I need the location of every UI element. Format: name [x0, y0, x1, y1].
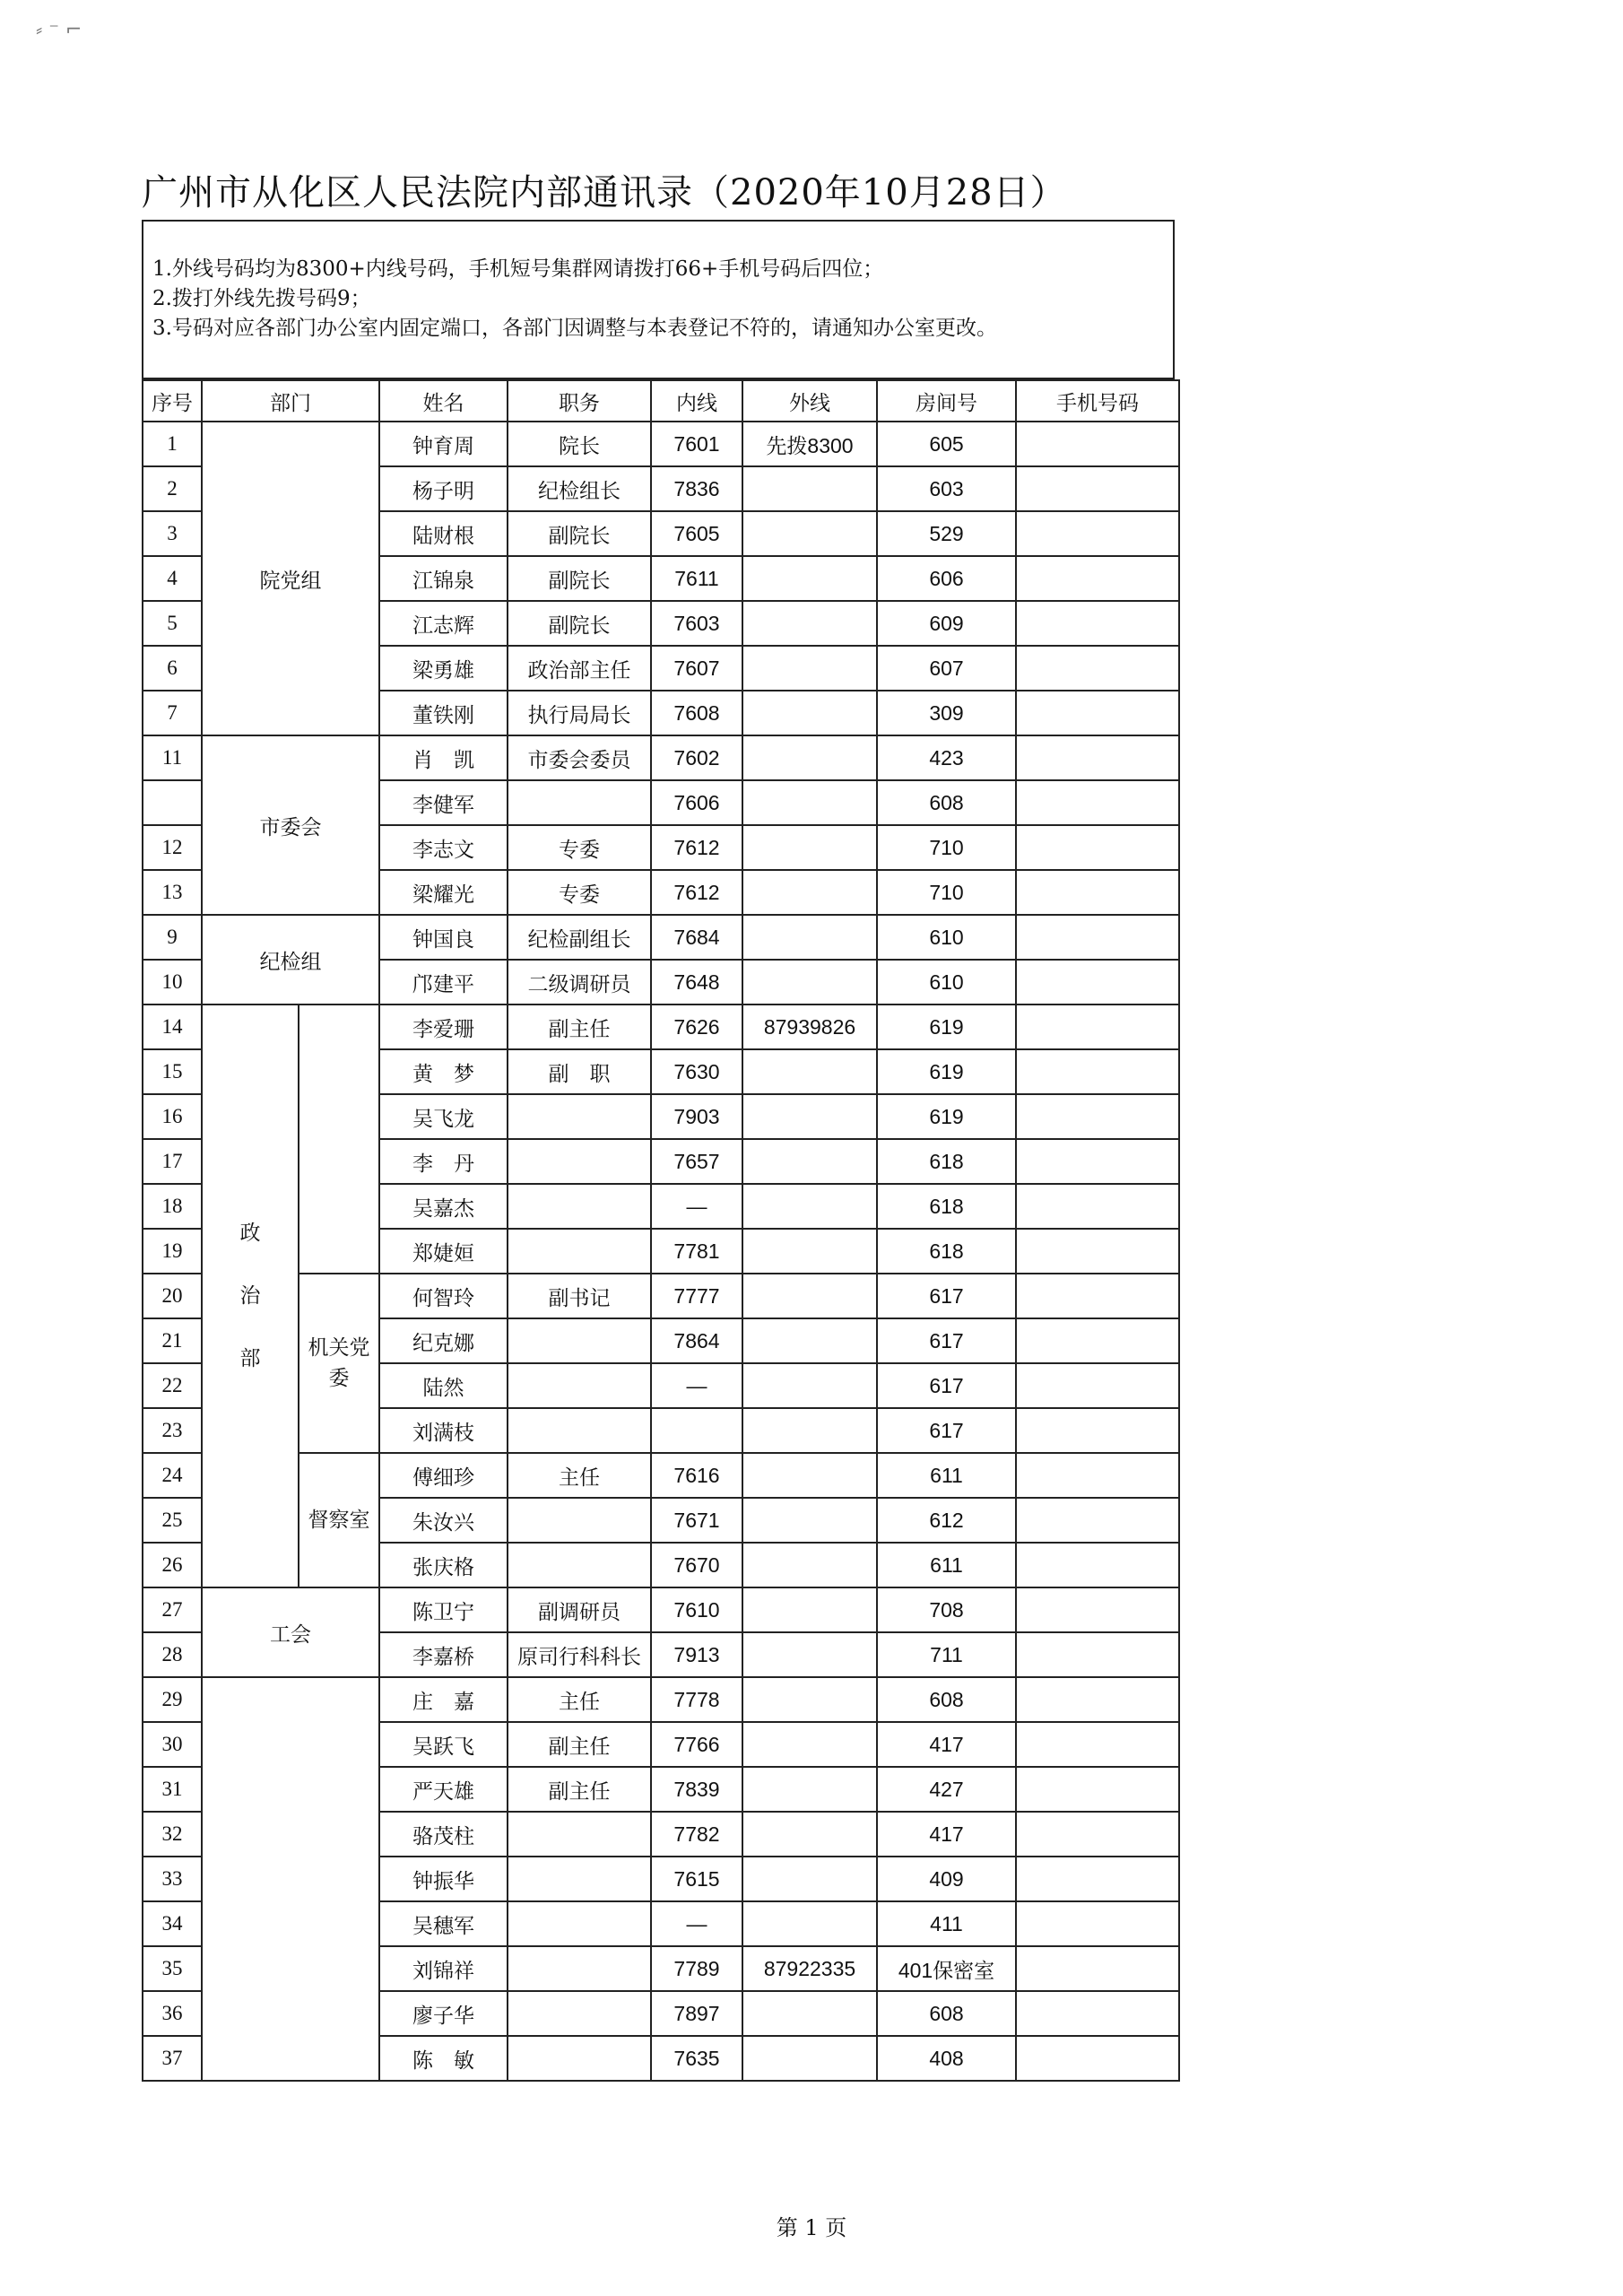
- directory-table: [142, 379, 1180, 2082]
- cell-outside: [742, 556, 877, 601]
- cell-seq: 25: [143, 1498, 202, 1543]
- cell-ext: 7670: [651, 1543, 742, 1587]
- cell-mobile: [1016, 691, 1179, 735]
- cell-seq: 37: [143, 2036, 202, 2081]
- cell-room: 610: [877, 960, 1016, 1004]
- cell-seq: 10: [143, 960, 202, 1004]
- cell-mobile: [1016, 1677, 1179, 1722]
- cell-seq: 28: [143, 1632, 202, 1677]
- note-line-3: 3.号码对应各部门办公室内固定端口，各部门因调整与本表登记不符的，请通知办公室更改。: [152, 317, 997, 340]
- cell-title: [508, 1498, 651, 1543]
- cell-name: 李爱珊: [379, 1004, 508, 1049]
- cell-name: 吴跃飞: [379, 1722, 508, 1767]
- cell-room: 619: [877, 1049, 1016, 1094]
- cell-mobile: [1016, 870, 1179, 915]
- cell-name: 朱汝兴: [379, 1498, 508, 1543]
- cell-ext: 7611: [651, 556, 742, 601]
- cell-outside: [742, 601, 877, 646]
- cell-room: 417: [877, 1722, 1016, 1767]
- cell-room: 617: [877, 1408, 1016, 1453]
- cell-room: 427: [877, 1767, 1016, 1812]
- cell-dept: 院党组: [202, 422, 379, 735]
- cell-outside: [742, 1722, 877, 1767]
- cell-title: [508, 1901, 651, 1946]
- cell-room: 423: [877, 735, 1016, 780]
- cell-room: 608: [877, 1677, 1016, 1722]
- cell-title: 副书记: [508, 1274, 651, 1318]
- cell-outside: [742, 646, 877, 691]
- cell-name: 郑婕姮: [379, 1229, 508, 1274]
- cell-title: 主任: [508, 1453, 651, 1498]
- cell-seq: 15: [143, 1049, 202, 1094]
- cell-mobile: [1016, 466, 1179, 511]
- cell-title: 政治部主任: [508, 646, 651, 691]
- cell-mobile: [1016, 1812, 1179, 1857]
- cell-dept-political: 政 治 部: [202, 1004, 299, 1587]
- cell-outside: [742, 1543, 877, 1587]
- cell-room: 619: [877, 1004, 1016, 1049]
- cell-ext: 7612: [651, 825, 742, 870]
- cell-ext: 7605: [651, 511, 742, 556]
- cell-title: [508, 780, 651, 825]
- cell-mobile: [1016, 1049, 1179, 1094]
- cell-mobile: [1016, 1632, 1179, 1677]
- cell-subdept: 机关党委: [299, 1274, 379, 1453]
- cell-ext: 7608: [651, 691, 742, 735]
- cell-mobile: [1016, 1453, 1179, 1498]
- cell-mobile: [1016, 2036, 1179, 2081]
- cell-ext: 7606: [651, 780, 742, 825]
- cell-outside: [742, 1408, 877, 1453]
- cell-seq: 3: [143, 511, 202, 556]
- cell-subdept: [299, 1004, 379, 1274]
- cell-title: 专委: [508, 825, 651, 870]
- cell-dept: 工会: [202, 1587, 379, 1677]
- cell-title: [508, 2036, 651, 2081]
- cell-room: 409: [877, 1857, 1016, 1901]
- page-title: 广州市从化区人民法院内部通讯录（2020年10月28日）: [142, 172, 1067, 213]
- cell-outside: [742, 1229, 877, 1274]
- cell-mobile: [1016, 1229, 1179, 1274]
- cell-seq: 16: [143, 1094, 202, 1139]
- cell-ext: 7903: [651, 1094, 742, 1139]
- cell-mobile: [1016, 1363, 1179, 1408]
- cell-outside: [742, 1274, 877, 1318]
- cell-ext: 7630: [651, 1049, 742, 1094]
- cell-title: 副主任: [508, 1722, 651, 1767]
- cell-ext: 7648: [651, 960, 742, 1004]
- cell-mobile: [1016, 1318, 1179, 1363]
- cell-outside: [742, 1587, 877, 1632]
- cell-room: 607: [877, 646, 1016, 691]
- cell-title: 副主任: [508, 1767, 651, 1812]
- cell-name: 刘满枝: [379, 1408, 508, 1453]
- cell-outside: [742, 1632, 877, 1677]
- cell-outside: [742, 691, 877, 735]
- cell-name: 梁耀光: [379, 870, 508, 915]
- cell-name: 杨子明: [379, 466, 508, 511]
- table-row: [143, 1004, 1179, 1049]
- cell-room: 605: [877, 422, 1016, 466]
- cell-ext: [651, 1408, 742, 1453]
- cell-ext: 7778: [651, 1677, 742, 1722]
- cell-room: 610: [877, 915, 1016, 960]
- cell-seq: 12: [143, 825, 202, 870]
- cell-title: [508, 1184, 651, 1229]
- cell-seq: 2: [143, 466, 202, 511]
- cell-ext: 7602: [651, 735, 742, 780]
- cell-ext: 7839: [651, 1767, 742, 1812]
- cell-outside: [742, 735, 877, 780]
- cell-outside: [742, 780, 877, 825]
- cell-mobile: [1016, 1094, 1179, 1139]
- cell-seq: 20: [143, 1274, 202, 1318]
- cell-name: 吴飞龙: [379, 1094, 508, 1139]
- cell-name: 庄 嘉: [379, 1677, 508, 1722]
- cell-room: 618: [877, 1184, 1016, 1229]
- cell-title: [508, 1408, 651, 1453]
- cell-room: 619: [877, 1094, 1016, 1139]
- header-ext: 内线: [651, 380, 742, 422]
- cell-mobile: [1016, 1004, 1179, 1049]
- cell-mobile: [1016, 646, 1179, 691]
- cell-title: 二级调研员: [508, 960, 651, 1004]
- cell-outside: [742, 1184, 877, 1229]
- cell-seq: 36: [143, 1991, 202, 2036]
- cell-ext: 7766: [651, 1722, 742, 1767]
- cell-seq: 22: [143, 1363, 202, 1408]
- cell-ext: 7616: [651, 1453, 742, 1498]
- header-outside: 外线: [742, 380, 877, 422]
- cell-mobile: [1016, 1722, 1179, 1767]
- cell-name: 李嘉桥: [379, 1632, 508, 1677]
- cell-room: 617: [877, 1363, 1016, 1408]
- cell-name: 骆茂柱: [379, 1812, 508, 1857]
- cell-seq: 13: [143, 870, 202, 915]
- cell-name: 江志辉: [379, 601, 508, 646]
- cell-mobile: [1016, 735, 1179, 780]
- cell-mobile: [1016, 915, 1179, 960]
- cell-ext: 7897: [651, 1991, 742, 2036]
- cell-ext: 7789: [651, 1946, 742, 1991]
- cell-title: 专委: [508, 870, 651, 915]
- cell-dept: [202, 1677, 379, 2081]
- cell-room: 711: [877, 1632, 1016, 1677]
- cell-name: 黄 梦: [379, 1049, 508, 1094]
- cell-seq: 32: [143, 1812, 202, 1857]
- cell-name: 钟振华: [379, 1857, 508, 1901]
- cell-mobile: [1016, 825, 1179, 870]
- table-row: [143, 915, 1179, 960]
- cell-ext: 7603: [651, 601, 742, 646]
- cell-ext: 7601: [651, 422, 742, 466]
- cell-mobile: [1016, 960, 1179, 1004]
- note-line-2: 2.拨打外线先拨号码9；: [152, 287, 371, 310]
- cell-mobile: [1016, 1184, 1179, 1229]
- cell-mobile: [1016, 1139, 1179, 1184]
- cell-title: 副主任: [508, 1004, 651, 1049]
- page-number: 第 1 页: [776, 2215, 847, 2240]
- cell-outside: [742, 1363, 877, 1408]
- table-row: [143, 1677, 1179, 1722]
- cell-name: 梁勇雄: [379, 646, 508, 691]
- cell-ext: —: [651, 1901, 742, 1946]
- cell-room: 309: [877, 691, 1016, 735]
- header-seq: 序号: [143, 380, 202, 422]
- cell-name: 傅细珍: [379, 1453, 508, 1498]
- cell-seq: 29: [143, 1677, 202, 1722]
- cell-mobile: [1016, 1991, 1179, 2036]
- cell-name: 陆财根: [379, 511, 508, 556]
- cell-mobile: [1016, 1543, 1179, 1587]
- cell-mobile: [1016, 511, 1179, 556]
- cell-ext: 7615: [651, 1857, 742, 1901]
- cell-name: 陈 敏: [379, 2036, 508, 2081]
- cell-name: 严天雄: [379, 1767, 508, 1812]
- cell-mobile: [1016, 422, 1179, 466]
- cell-title: [508, 1812, 651, 1857]
- cell-title: [508, 1946, 651, 1991]
- cell-room: 408: [877, 2036, 1016, 2081]
- header-name: 姓名: [379, 380, 508, 422]
- cell-ext: 7781: [651, 1229, 742, 1274]
- cell-outside: [742, 1857, 877, 1901]
- cell-outside: [742, 1991, 877, 2036]
- cell-seq: 1: [143, 422, 202, 466]
- cell-title: 副 职: [508, 1049, 651, 1094]
- cell-room: 710: [877, 825, 1016, 870]
- cell-mobile: [1016, 1498, 1179, 1543]
- cell-name: 邝建平: [379, 960, 508, 1004]
- cell-room: 617: [877, 1318, 1016, 1363]
- cell-seq: 4: [143, 556, 202, 601]
- cell-title: [508, 1229, 651, 1274]
- cell-room: 618: [877, 1139, 1016, 1184]
- cell-seq: 23: [143, 1408, 202, 1453]
- notes-box: [142, 220, 1175, 379]
- header-title: 职务: [508, 380, 651, 422]
- cell-title: 纪检组长: [508, 466, 651, 511]
- table-row: [143, 1274, 1179, 1318]
- cell-room: 411: [877, 1901, 1016, 1946]
- cell-title: 主任: [508, 1677, 651, 1722]
- cell-title: [508, 1094, 651, 1139]
- cell-outside: [742, 466, 877, 511]
- cell-seq: 31: [143, 1767, 202, 1812]
- cell-room: 609: [877, 601, 1016, 646]
- cell-ext: 7684: [651, 915, 742, 960]
- cell-title: 纪检副组长: [508, 915, 651, 960]
- cell-room: 612: [877, 1498, 1016, 1543]
- cell-seq: [143, 780, 202, 825]
- cell-outside: [742, 1498, 877, 1543]
- cell-mobile: [1016, 1274, 1179, 1318]
- cell-ext: 7864: [651, 1318, 742, 1363]
- cell-ext: 7612: [651, 870, 742, 915]
- cell-room: 608: [877, 1991, 1016, 2036]
- cell-title: [508, 1991, 651, 2036]
- cell-room: 608: [877, 780, 1016, 825]
- cell-seq: 34: [143, 1901, 202, 1946]
- cell-name: 李志文: [379, 825, 508, 870]
- header-dept: 部门: [202, 380, 379, 422]
- cell-seq: 6: [143, 646, 202, 691]
- cell-title: 副院长: [508, 511, 651, 556]
- header-mobile: 手机号码: [1016, 380, 1179, 422]
- cell-name: 钟国良: [379, 915, 508, 960]
- cell-ext: 7657: [651, 1139, 742, 1184]
- cell-name: 陈卫宁: [379, 1587, 508, 1632]
- cell-name: 廖子华: [379, 1991, 508, 2036]
- cell-title: [508, 1318, 651, 1363]
- cell-mobile: [1016, 780, 1179, 825]
- cell-outside: [742, 960, 877, 1004]
- cell-room: 617: [877, 1274, 1016, 1318]
- cell-name: 李 丹: [379, 1139, 508, 1184]
- cell-outside: [742, 1767, 877, 1812]
- cell-outside: [742, 825, 877, 870]
- cell-ext: 7777: [651, 1274, 742, 1318]
- cell-room: 611: [877, 1453, 1016, 1498]
- cell-seq: 17: [143, 1139, 202, 1184]
- cell-outside: [742, 1139, 877, 1184]
- cell-name: 张庆格: [379, 1543, 508, 1587]
- table-header-row: [143, 380, 1179, 422]
- cell-room: 708: [877, 1587, 1016, 1632]
- cell-seq: 21: [143, 1318, 202, 1363]
- cell-dept: 纪检组: [202, 915, 379, 1004]
- cell-outside: [742, 2036, 877, 2081]
- cell-title: 院长: [508, 422, 651, 466]
- cell-room: 529: [877, 511, 1016, 556]
- cell-outside: [742, 1094, 877, 1139]
- cell-outside: [742, 511, 877, 556]
- table-row: [143, 1587, 1179, 1632]
- cell-title: [508, 1543, 651, 1587]
- cell-title: [508, 1139, 651, 1184]
- cell-room: 417: [877, 1812, 1016, 1857]
- cell-room: 401保密室: [877, 1946, 1016, 1991]
- cell-ext: 7626: [651, 1004, 742, 1049]
- cell-outside: 87939826: [742, 1004, 877, 1049]
- cell-room: 710: [877, 870, 1016, 915]
- cell-name: 纪克娜: [379, 1318, 508, 1363]
- cell-outside: [742, 1318, 877, 1363]
- table-row: [143, 735, 1179, 780]
- cell-ext: —: [651, 1363, 742, 1408]
- cell-outside: [742, 1049, 877, 1094]
- cell-ext: 7782: [651, 1812, 742, 1857]
- cell-dept: 市委会: [202, 735, 379, 915]
- cell-seq: 35: [143, 1946, 202, 1991]
- cell-room: 611: [877, 1543, 1016, 1587]
- cell-name: 董铁刚: [379, 691, 508, 735]
- cell-name: 钟育周: [379, 422, 508, 466]
- cell-outside: [742, 915, 877, 960]
- cell-name: 李健军: [379, 780, 508, 825]
- cell-ext: 7836: [651, 466, 742, 511]
- cell-seq: 5: [143, 601, 202, 646]
- cell-name: 吴嘉杰: [379, 1184, 508, 1229]
- cell-outside: [742, 1812, 877, 1857]
- table-row: [143, 1453, 1179, 1498]
- cell-outside: [742, 870, 877, 915]
- header-room: 房间号: [877, 380, 1016, 422]
- table-row: [143, 422, 1179, 466]
- cell-mobile: [1016, 1587, 1179, 1632]
- cell-seq: 7: [143, 691, 202, 735]
- cell-seq: 26: [143, 1543, 202, 1587]
- cell-outside: 先拨8300: [742, 422, 877, 466]
- cell-mobile: [1016, 1857, 1179, 1901]
- scan-artifact: ⸗ ⁻ ⌐: [36, 19, 82, 41]
- cell-room: 603: [877, 466, 1016, 511]
- cell-title: 副院长: [508, 601, 651, 646]
- cell-ext: 7610: [651, 1587, 742, 1632]
- cell-ext: 7635: [651, 2036, 742, 2081]
- cell-title: 副调研员: [508, 1587, 651, 1632]
- cell-seq: 11: [143, 735, 202, 780]
- cell-outside: [742, 1901, 877, 1946]
- cell-seq: 19: [143, 1229, 202, 1274]
- cell-subdept: 督察室: [299, 1453, 379, 1587]
- cell-mobile: [1016, 1767, 1179, 1812]
- cell-mobile: [1016, 1408, 1179, 1453]
- cell-seq: 30: [143, 1722, 202, 1767]
- cell-title: [508, 1363, 651, 1408]
- cell-ext: —: [651, 1184, 742, 1229]
- cell-mobile: [1016, 1901, 1179, 1946]
- cell-seq: 24: [143, 1453, 202, 1498]
- cell-seq: 9: [143, 915, 202, 960]
- cell-ext: 7671: [651, 1498, 742, 1543]
- cell-name: 江锦泉: [379, 556, 508, 601]
- cell-name: 何智玲: [379, 1274, 508, 1318]
- cell-seq: 33: [143, 1857, 202, 1901]
- cell-title: 副院长: [508, 556, 651, 601]
- cell-outside: [742, 1453, 877, 1498]
- cell-ext: 7913: [651, 1632, 742, 1677]
- cell-room: 606: [877, 556, 1016, 601]
- cell-title: 市委会委员: [508, 735, 651, 780]
- cell-ext: 7607: [651, 646, 742, 691]
- cell-name: 刘锦祥: [379, 1946, 508, 1991]
- cell-name: 陆然: [379, 1363, 508, 1408]
- cell-seq: 27: [143, 1587, 202, 1632]
- cell-seq: 14: [143, 1004, 202, 1049]
- cell-mobile: [1016, 601, 1179, 646]
- cell-title: [508, 1857, 651, 1901]
- cell-room: 618: [877, 1229, 1016, 1274]
- cell-title: 执行局局长: [508, 691, 651, 735]
- cell-name: 吴穗军: [379, 1901, 508, 1946]
- cell-outside: [742, 1677, 877, 1722]
- cell-name: 肖 凯: [379, 735, 508, 780]
- note-line-1: 1.外线号码均为8300+内线号码，手机短号集群网请拨打66+手机号码后四位；: [152, 257, 884, 281]
- cell-mobile: [1016, 556, 1179, 601]
- cell-mobile: [1016, 1946, 1179, 1991]
- cell-title: 原司行科科长: [508, 1632, 651, 1677]
- cell-seq: 18: [143, 1184, 202, 1229]
- cell-outside: 87922335: [742, 1946, 877, 1991]
